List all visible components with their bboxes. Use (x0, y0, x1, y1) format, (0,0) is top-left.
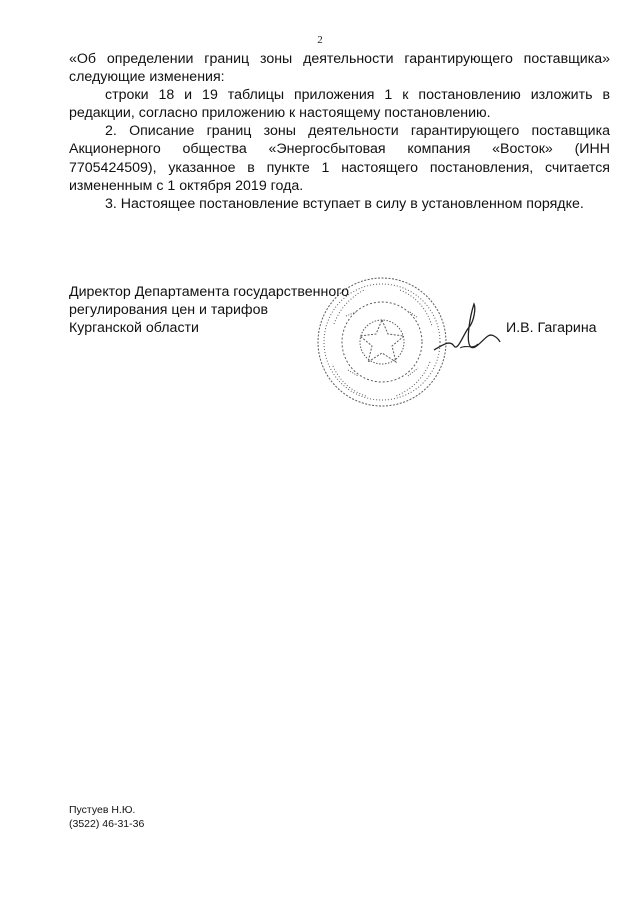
signatory-title-line-2: регулирования цен и тарифов (69, 302, 269, 319)
executor-phone: (3522) 46-31-36 (69, 817, 145, 830)
signature-block (69, 283, 349, 337)
handwritten-signature (430, 300, 505, 375)
signatory-title-line-3: Курганской области (69, 320, 199, 337)
paragraph-3: 2. Описание границ зоны деятельности гарантирующего поставщика Акционерного общества «Энергосбытовая компания «Восток» (ИНН 7705424509), указанное в пункте 1 настоящего постановления, считается измененным с 1 октября 2019 года. (69, 123, 610, 194)
paragraph-4: 3. Настоящее постановление вступает в силу в установленном порядке. (105, 195, 584, 212)
paragraph-2: строки 18 и 19 таблицы приложения 1 к постановлению изложить в редакции, согласно приложению к настоящему постановлению. (69, 87, 610, 122)
paragraph-1: «Об определении границ зоны деятельности гарантирующего поставщика» следующие изменения: (69, 51, 610, 86)
document-body (69, 50, 610, 213)
signatory-name: И.В. Гагарина (506, 320, 597, 336)
signatory-title-line-1: Директор Департамента государственного (69, 284, 349, 300)
executor-name: Пустуев Н.Ю. (69, 804, 136, 816)
page-number: 2 (317, 34, 323, 46)
executor-info (69, 804, 144, 831)
